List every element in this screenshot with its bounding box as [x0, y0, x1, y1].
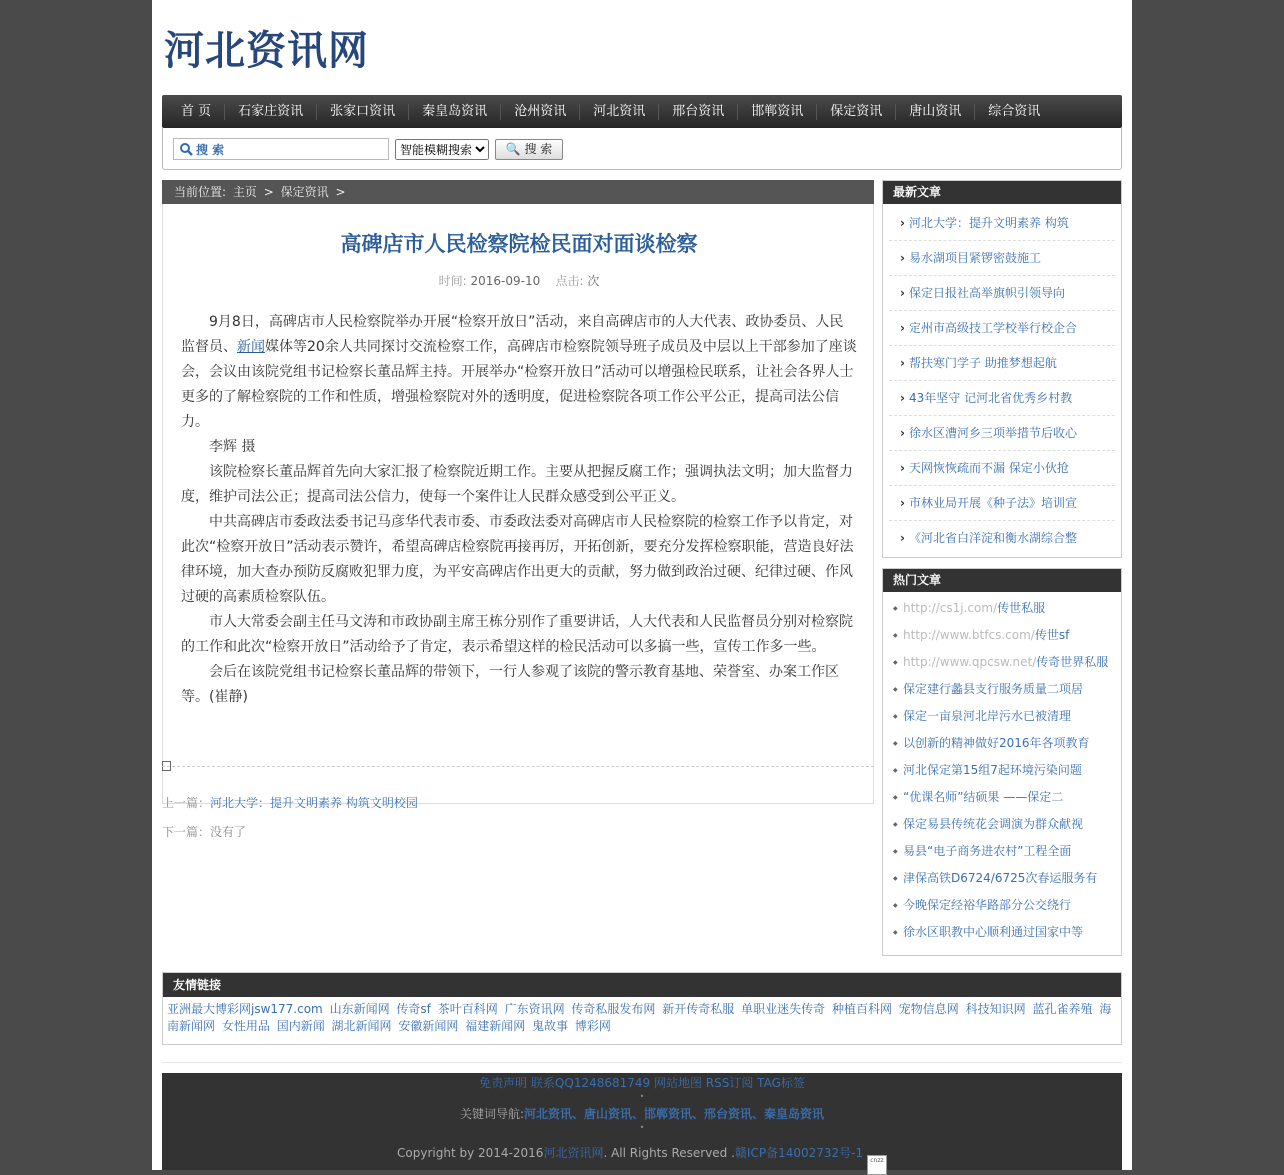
news-link[interactable]: 新闻	[237, 339, 265, 355]
stats-badge-icon[interactable]: cnzz	[867, 1155, 887, 1175]
paragraph: 市人大常委会副主任马文涛和市政协副主席王栋分别作了重要讲话，人大代表和人民监督员分别对检察院的工作和此次“检察开放日”活动给予了肯定，表示希望这样的检民活动可以多搞一些，宣传工作多一些。	[181, 614, 853, 655]
page	[152, 0, 1132, 1170]
hits-label: 点击:	[555, 274, 584, 288]
friend-link[interactable]: 亚洲最大博彩网jsw177.com	[167, 1002, 323, 1016]
next-article: 下一篇：没有了	[162, 825, 247, 839]
friend-link[interactable]: 安徽新闻网	[398, 1019, 459, 1033]
nav-item-handan[interactable]: 邯郸资讯	[738, 104, 817, 120]
keyword-label: 关键词导航:	[459, 1107, 525, 1121]
latest-title: 最新文章	[883, 181, 1121, 204]
breadcrumb-sep: >	[263, 185, 274, 199]
url-text: http://www.btfcs.com/	[903, 628, 1035, 642]
list-item[interactable]	[883, 622, 1121, 649]
list-item[interactable]: ◆ 易县“电子商务进农村”工程全面	[883, 838, 1121, 865]
list-item[interactable]: › 43年坚守 记河北省优秀乡村教	[889, 381, 1115, 416]
list-item[interactable]: ◆ 保定一亩泉河北岸污水已被清理	[883, 703, 1121, 730]
search-button-label: 搜 索	[524, 142, 553, 156]
list-item[interactable]: › 帮扶寒门学子 助推梦想起航	[889, 346, 1115, 381]
nav-item-hebei[interactable]: 河北资讯	[580, 104, 659, 120]
list-item[interactable]	[883, 649, 1121, 676]
nav-item-qinhuangdao[interactable]: 秦皇岛资讯	[409, 104, 501, 120]
search-bar	[162, 128, 1122, 170]
latest-articles	[882, 180, 1122, 558]
list-item[interactable]: › 保定日报社高举旗帜引领导向	[889, 276, 1115, 311]
friend-link[interactable]: 宠物信息网	[898, 1002, 959, 1016]
paragraph: 中共高碑店市委政法委书记马彦华代表市委、市委政法委对高碑店市人民检察院的检察工作予以肯定，对此次“检察开放日”活动表示赞许，希望高碑店检察院再接再厉，开拓创新，要充分发挥检察职能，营造良好法律环境，加大查办预防反腐败犯罪力度，为平安高碑店作出更大的贡献，努力做到政治过硬、纪律过硬、作风过硬的高素质检察队伍。	[181, 514, 854, 605]
article-panel	[162, 204, 874, 804]
item-text: 传世私服	[997, 601, 1046, 615]
list-item[interactable]: › 天网恢恢疏而不漏 保定小伙抢	[889, 451, 1115, 486]
paragraph-text: 9月8日，高碑店市人民检察院举办开展“检察开放日”活动，来自高碑店市的人大代表、政协委员、人民监督员、	[181, 314, 844, 355]
friend-link[interactable]: 湖北新闻网	[331, 1019, 392, 1033]
main-nav	[162, 95, 1122, 128]
nav-item-zhangjiakou[interactable]: 张家口资讯	[317, 104, 409, 120]
list-item[interactable]	[883, 595, 1121, 622]
friend-link[interactable]: 国内新闻	[276, 1019, 325, 1033]
divider	[162, 766, 874, 767]
footer-links[interactable]: 免责声明 联系QQ1248681749 网站地图 RSS订阅 TAG标签	[479, 1076, 805, 1090]
footer	[162, 1073, 1122, 1170]
latest-list	[883, 204, 1121, 556]
friend-link[interactable]: 传奇私服发布网	[571, 1002, 656, 1016]
article-body	[181, 310, 857, 710]
friend-link[interactable]: 蓝孔雀养殖	[1032, 1002, 1093, 1016]
search-mode-select[interactable]	[395, 139, 489, 160]
friend-link[interactable]: 女性用品	[221, 1019, 270, 1033]
site-logo[interactable]: 河北资讯网	[164, 27, 369, 74]
list-item[interactable]: ◆ “优课名师”结硕果 ——保定二	[883, 784, 1121, 811]
article-meta	[163, 272, 875, 289]
time-label: 时间:	[438, 274, 467, 288]
list-item[interactable]: › 徐水区漕河乡三项举措节后收心	[889, 416, 1115, 451]
copyright	[162, 1144, 1122, 1175]
friend-links-list	[163, 997, 1121, 1039]
breadcrumb-prefix: 当前位置:	[174, 185, 227, 199]
friend-link[interactable]: 博彩网	[574, 1019, 611, 1033]
list-item[interactable]: ◆ 津保高铁D6724/6725次春运服务有	[883, 865, 1121, 892]
list-item[interactable]: › 河北大学：提升文明素养 构筑	[889, 206, 1115, 241]
prev-article	[162, 794, 418, 811]
list-item[interactable]: ◆ 徐水区职教中心顺利通过国家中等	[883, 919, 1121, 946]
paragraph-text: 媒体等20余人共同探讨交流检察工作，高碑店市检察院领导班子成员及中层以上干部参加了座谈会，会议由该院党组书记检察长董品辉主持。开展举办“检察开放日”活动可以增强检民联系，让社会各界人士更多的了解检察院的工作和性质，增强检察院对外的透明度，促进检察院各项工作公平公正，提高司法公信力。	[181, 339, 857, 430]
hot-list	[883, 592, 1121, 946]
prev-article-link[interactable]: 河北大学：提升文明素养 构筑文明校园	[210, 796, 418, 810]
list-item[interactable]: › 《河北省白洋淀和衡水湖综合整	[889, 521, 1115, 556]
list-item[interactable]: ◆ 今晚保定经裕华路部分公交绕行	[883, 892, 1121, 919]
copyright-site-link[interactable]: 河北资讯网	[543, 1146, 604, 1160]
friend-link[interactable]: 鬼故事	[532, 1019, 569, 1033]
friend-link[interactable]: 种植百科网	[831, 1002, 892, 1016]
friend-link[interactable]: 单职业迷失传奇	[741, 1002, 826, 1016]
keyword-nav	[162, 1105, 1122, 1122]
hot-title: 热门文章	[883, 569, 1121, 592]
copyright-prefix: Copyright by 2014-2016	[397, 1146, 544, 1160]
list-item[interactable]: ◆ 保定建行蠡县支行服务质量二项居	[883, 676, 1121, 703]
friend-link[interactable]: 科技知识网	[965, 1002, 1026, 1016]
friend-link[interactable]: 广东资讯网	[504, 1002, 565, 1016]
item-text: 传世sf	[1034, 628, 1070, 642]
friend-link[interactable]: 海南新闻网	[167, 1002, 1112, 1033]
list-item[interactable]: ◆ 以创新的精神做好2016年各项教育	[883, 730, 1121, 757]
hits-suffix: 次	[587, 274, 600, 288]
list-item[interactable]: › 定州市高级技工学校举行校企合	[889, 311, 1115, 346]
keyword-links[interactable]: 河北资讯、唐山资讯、邯郸资讯、邢台资讯、秦皇岛资讯	[524, 1107, 825, 1121]
url-text: http://cs1j.com/	[903, 601, 998, 615]
icp-link[interactable]: 赣ICP备14002732号-1	[734, 1146, 864, 1160]
nav-item-baoding[interactable]: 保定资讯	[817, 104, 896, 120]
list-item[interactable]: › 市林业局开展《种子法》培训宣	[889, 486, 1115, 521]
search-box	[173, 138, 389, 160]
footer-dot: •	[639, 1092, 645, 1101]
paragraph: 会后在该院党组书记检察长董品辉的带领下，一行人参观了该院的警示教育基地、荣誉室、办案工作区等。(崔静)	[181, 664, 839, 705]
paragraph	[181, 310, 857, 435]
friend-link[interactable]: 山东新闻网	[329, 1002, 390, 1016]
time-value: 2016-09-10	[470, 274, 541, 288]
list-item[interactable]: ◆ 保定易县传统花会调演为群众献视	[883, 811, 1121, 838]
paragraph: 该院检察长董品辉首先向大家汇报了检察院近期工作。主要从把握反腐工作；强调执法文明；加大监督力度，维护司法公正；提高司法公信力，使每一个案件让人民群众感受到公平正义。	[181, 464, 853, 505]
friend-link[interactable]: 茶叶百科网	[437, 1002, 498, 1016]
friend-links	[162, 972, 1122, 1045]
breadcrumb-tail: >	[335, 185, 346, 199]
prev-label: 上一篇：	[162, 796, 211, 810]
friend-link[interactable]: 新开传奇私服	[662, 1002, 735, 1016]
breadcrumb-category[interactable]: 保定资讯	[280, 185, 329, 199]
search-input[interactable]	[196, 141, 384, 157]
nav-item-tangshan[interactable]: 唐山资讯	[896, 104, 975, 120]
magnifier-icon: 🔍	[505, 142, 521, 156]
nav-item-general[interactable]: 综合资讯	[988, 103, 1041, 119]
footer-dot: •	[639, 1123, 645, 1132]
article-title: 高碑店市人民检察院检民面对面谈检察	[340, 232, 698, 256]
nav-item-shijiazhuang[interactable]: 石家庄资讯	[225, 104, 317, 120]
breadcrumb-home[interactable]: 主页	[232, 185, 257, 199]
hot-articles	[882, 568, 1122, 956]
nav-item-cangzhou[interactable]: 沧州资讯	[501, 104, 580, 120]
search-button[interactable]	[495, 139, 563, 160]
nav-item-home[interactable]: 首 页	[168, 104, 225, 120]
url-text: http://www.qpcsw.net/	[903, 655, 1037, 669]
nav-item-xingtai[interactable]: 邢台资讯	[659, 104, 738, 120]
list-item[interactable]: ◆ 河北保定第15组7起环境污染问题	[883, 757, 1121, 784]
friend-link[interactable]: 福建新闻网	[465, 1019, 526, 1033]
friend-links-title: 友情链接	[163, 973, 1121, 997]
item-text: 传奇世界私服	[1036, 655, 1109, 669]
footer-rule	[162, 1062, 1122, 1063]
paragraph: 李辉 摄	[209, 439, 256, 455]
copyright-suffix: . All Rights Reserved .	[603, 1146, 735, 1160]
friend-link[interactable]: 传奇sf	[396, 1002, 431, 1016]
list-item[interactable]: › 易水湖项目紧锣密鼓施工	[889, 241, 1115, 276]
breadcrumb	[162, 180, 874, 204]
search-icon	[179, 142, 193, 156]
